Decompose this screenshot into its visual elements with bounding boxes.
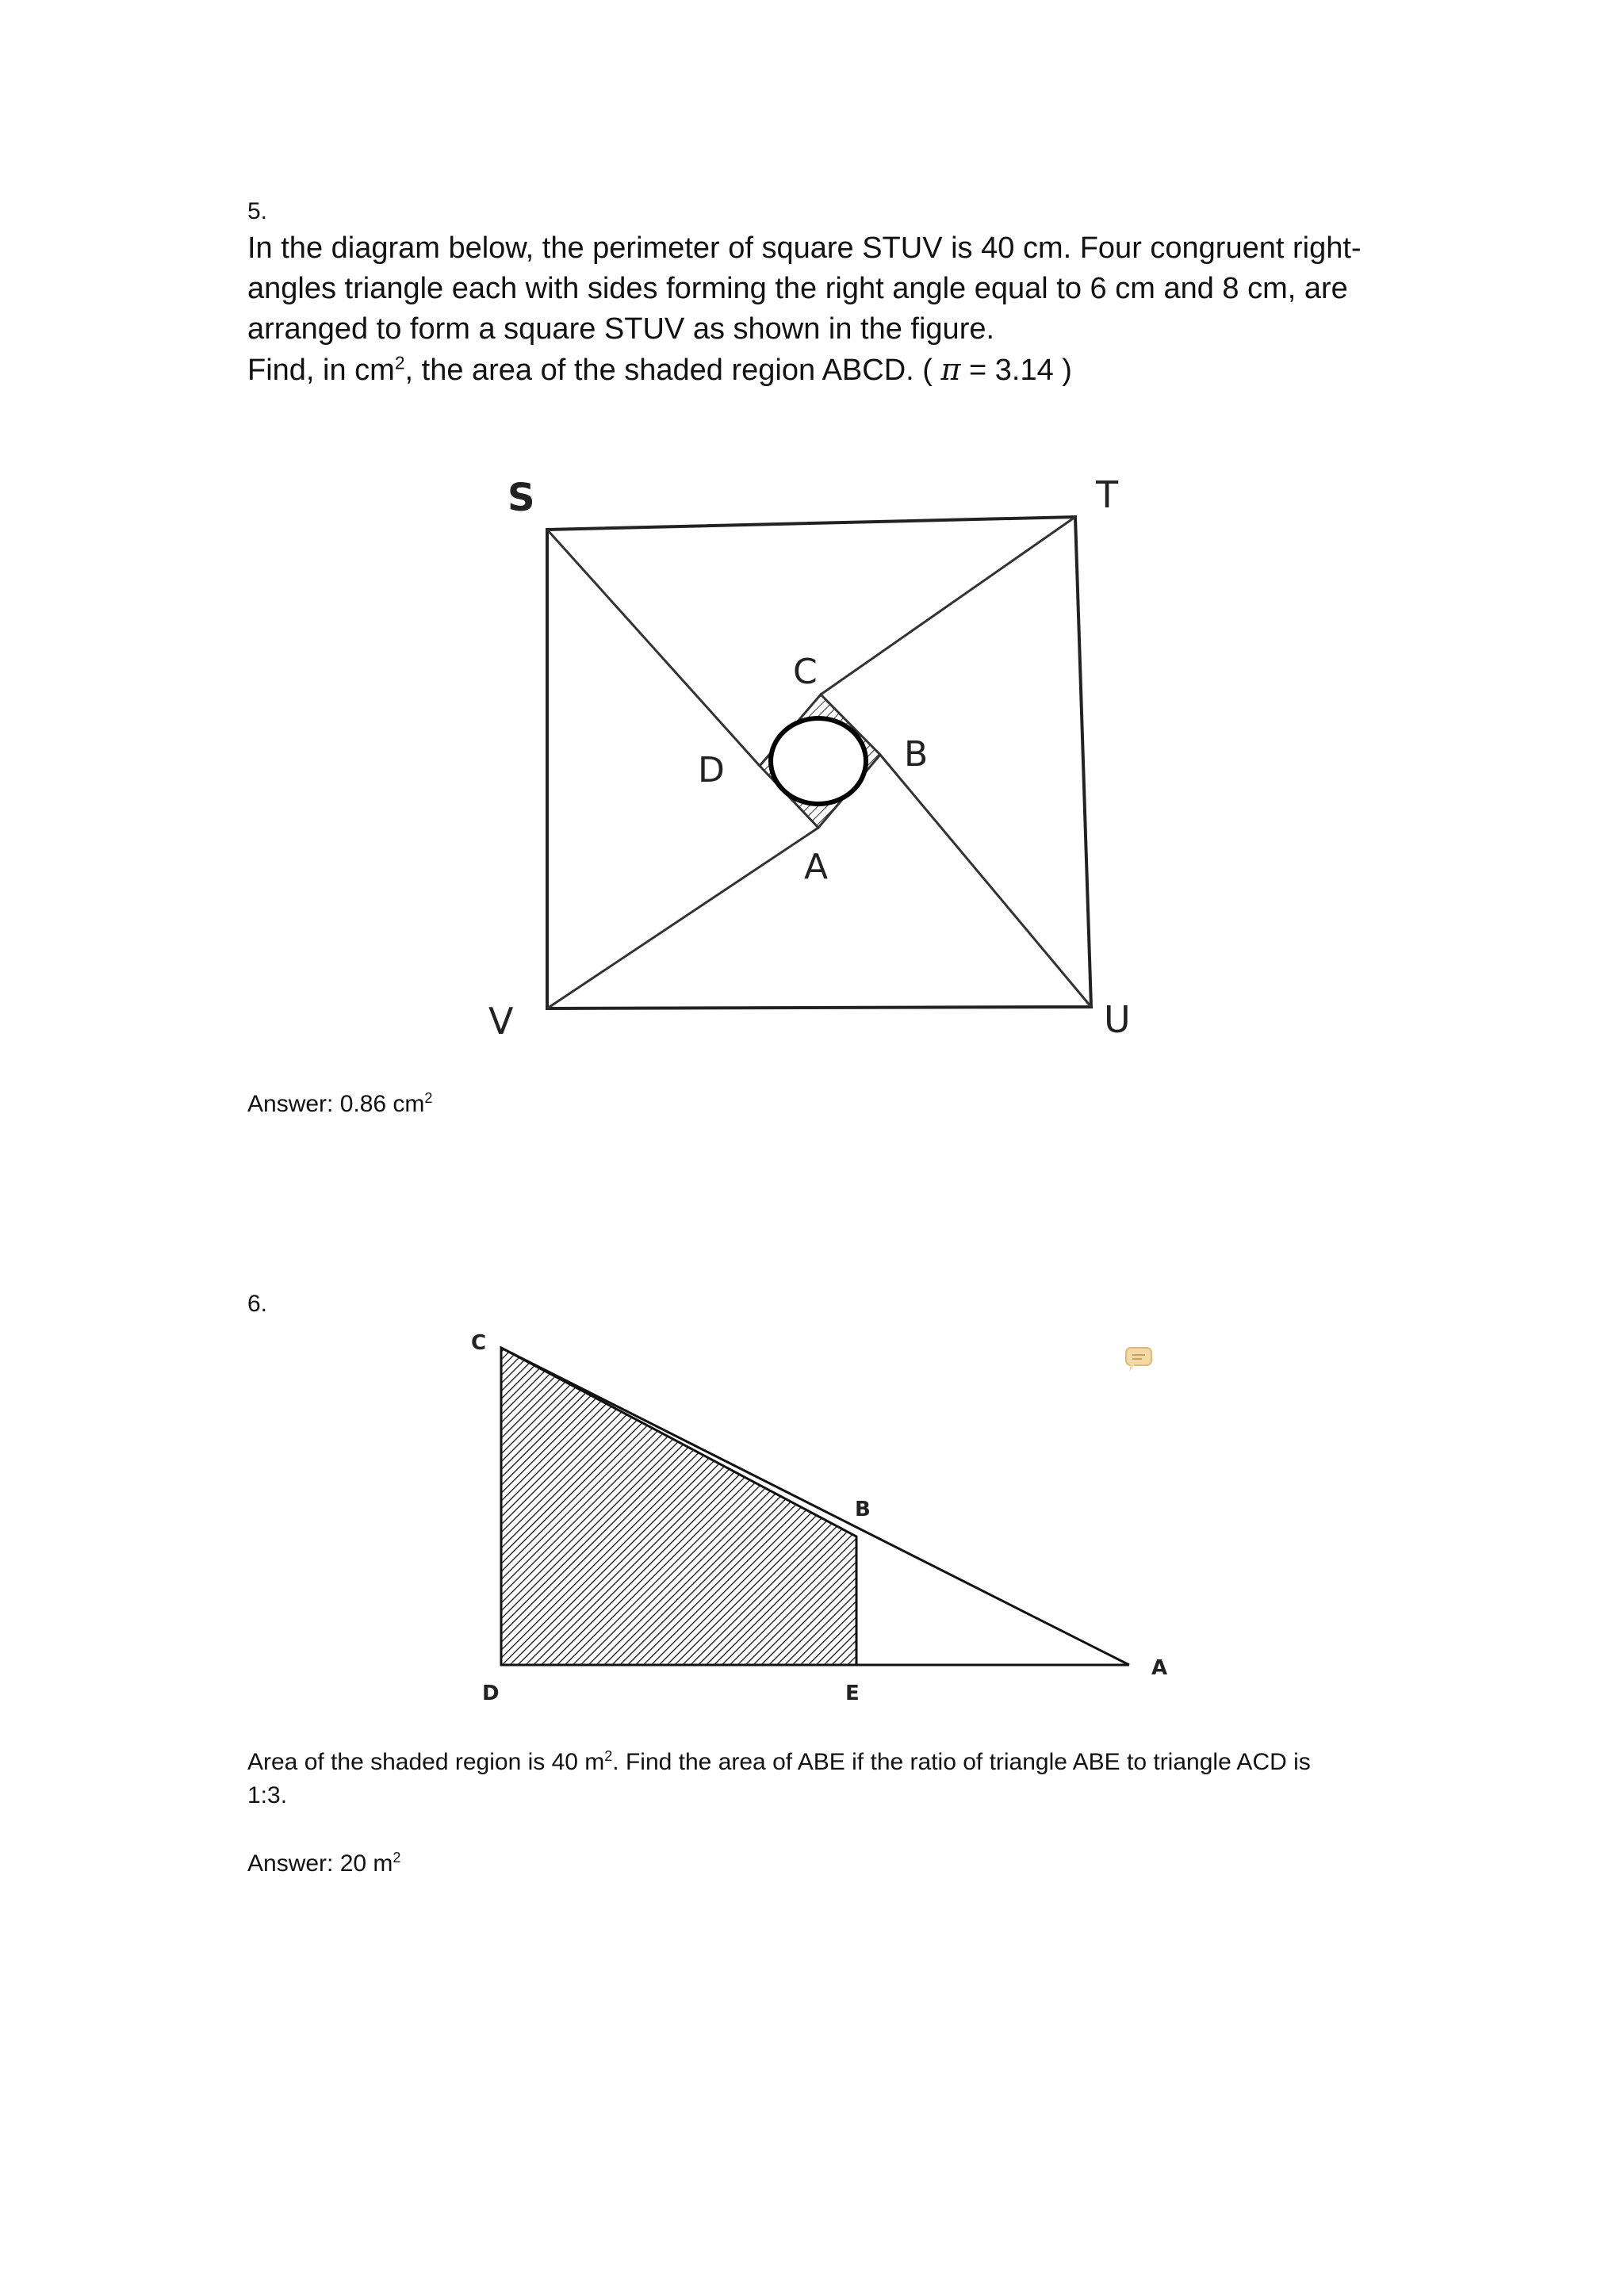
label-a: A	[804, 847, 829, 887]
label-b: B	[904, 734, 929, 775]
question-6-text-b: . Find the area of ABE if the ratio of triangle ABE to triangle ACD is	[612, 1749, 1311, 1775]
question-5-line-1: In the diagram below, the perimeter of square STUV is 40 cm. Four congruent right-	[247, 232, 1362, 265]
question-5-number: 5.	[247, 198, 268, 224]
question-5-line-4-c: = 3.14 )	[960, 354, 1072, 387]
question-6-line-1	[247, 1746, 1397, 1779]
question-6-line-2: 1:3.	[247, 1782, 288, 1808]
question-5-answer-sup: 2	[424, 1090, 433, 1106]
label-6-a: A	[1151, 1656, 1168, 1680]
inner-circle	[771, 718, 866, 804]
label-v: V	[488, 1000, 514, 1043]
question-6-answer	[247, 1847, 400, 1881]
label-c: C	[793, 652, 818, 692]
question-6-answer-sup: 2	[393, 1850, 401, 1866]
label-d: D	[698, 750, 725, 790]
label-t: T	[1096, 473, 1119, 516]
question-6-answer-text: Answer: 20 m	[247, 1850, 393, 1877]
label-6-b: B	[855, 1498, 871, 1521]
label-6-d: D	[482, 1682, 500, 1705]
question-5-answer	[247, 1088, 432, 1121]
question-5-answer-text: Answer: 0.86 cm	[247, 1091, 425, 1117]
label-s: S	[508, 476, 535, 520]
question-6-text-sup: 2	[604, 1748, 613, 1764]
question-6-number: 6.	[247, 1291, 268, 1317]
line-t-to-c	[821, 517, 1075, 695]
question-6-text-a: Area of the shaded region is 40 m	[247, 1749, 605, 1775]
line-u-to-b	[880, 755, 1091, 1007]
question-5-line-2: angles triangle each with sides forming the right angle equal to 6 cm and 8 cm, are	[247, 272, 1348, 305]
question-6-text	[247, 1746, 1397, 1812]
line-s-to-d	[547, 530, 760, 766]
question-5-line-4-b: , the area of the shaded region ABCD. (	[404, 354, 941, 387]
label-u: U	[1104, 998, 1131, 1041]
label-6-c: C	[471, 1331, 487, 1355]
question-5-line-4-sup: 2	[394, 352, 405, 373]
pi-symbol: π	[940, 352, 961, 387]
shaded-trapezium-bcde	[501, 1348, 856, 1665]
label-6-e: E	[845, 1682, 860, 1705]
question-5-line-4-a: Find, in cm	[247, 354, 395, 387]
question-5-line-3: arranged to form a square STUV as shown in the figure.	[247, 312, 995, 346]
comment-icon	[1126, 1348, 1151, 1372]
line-v-to-a	[547, 828, 818, 1008]
